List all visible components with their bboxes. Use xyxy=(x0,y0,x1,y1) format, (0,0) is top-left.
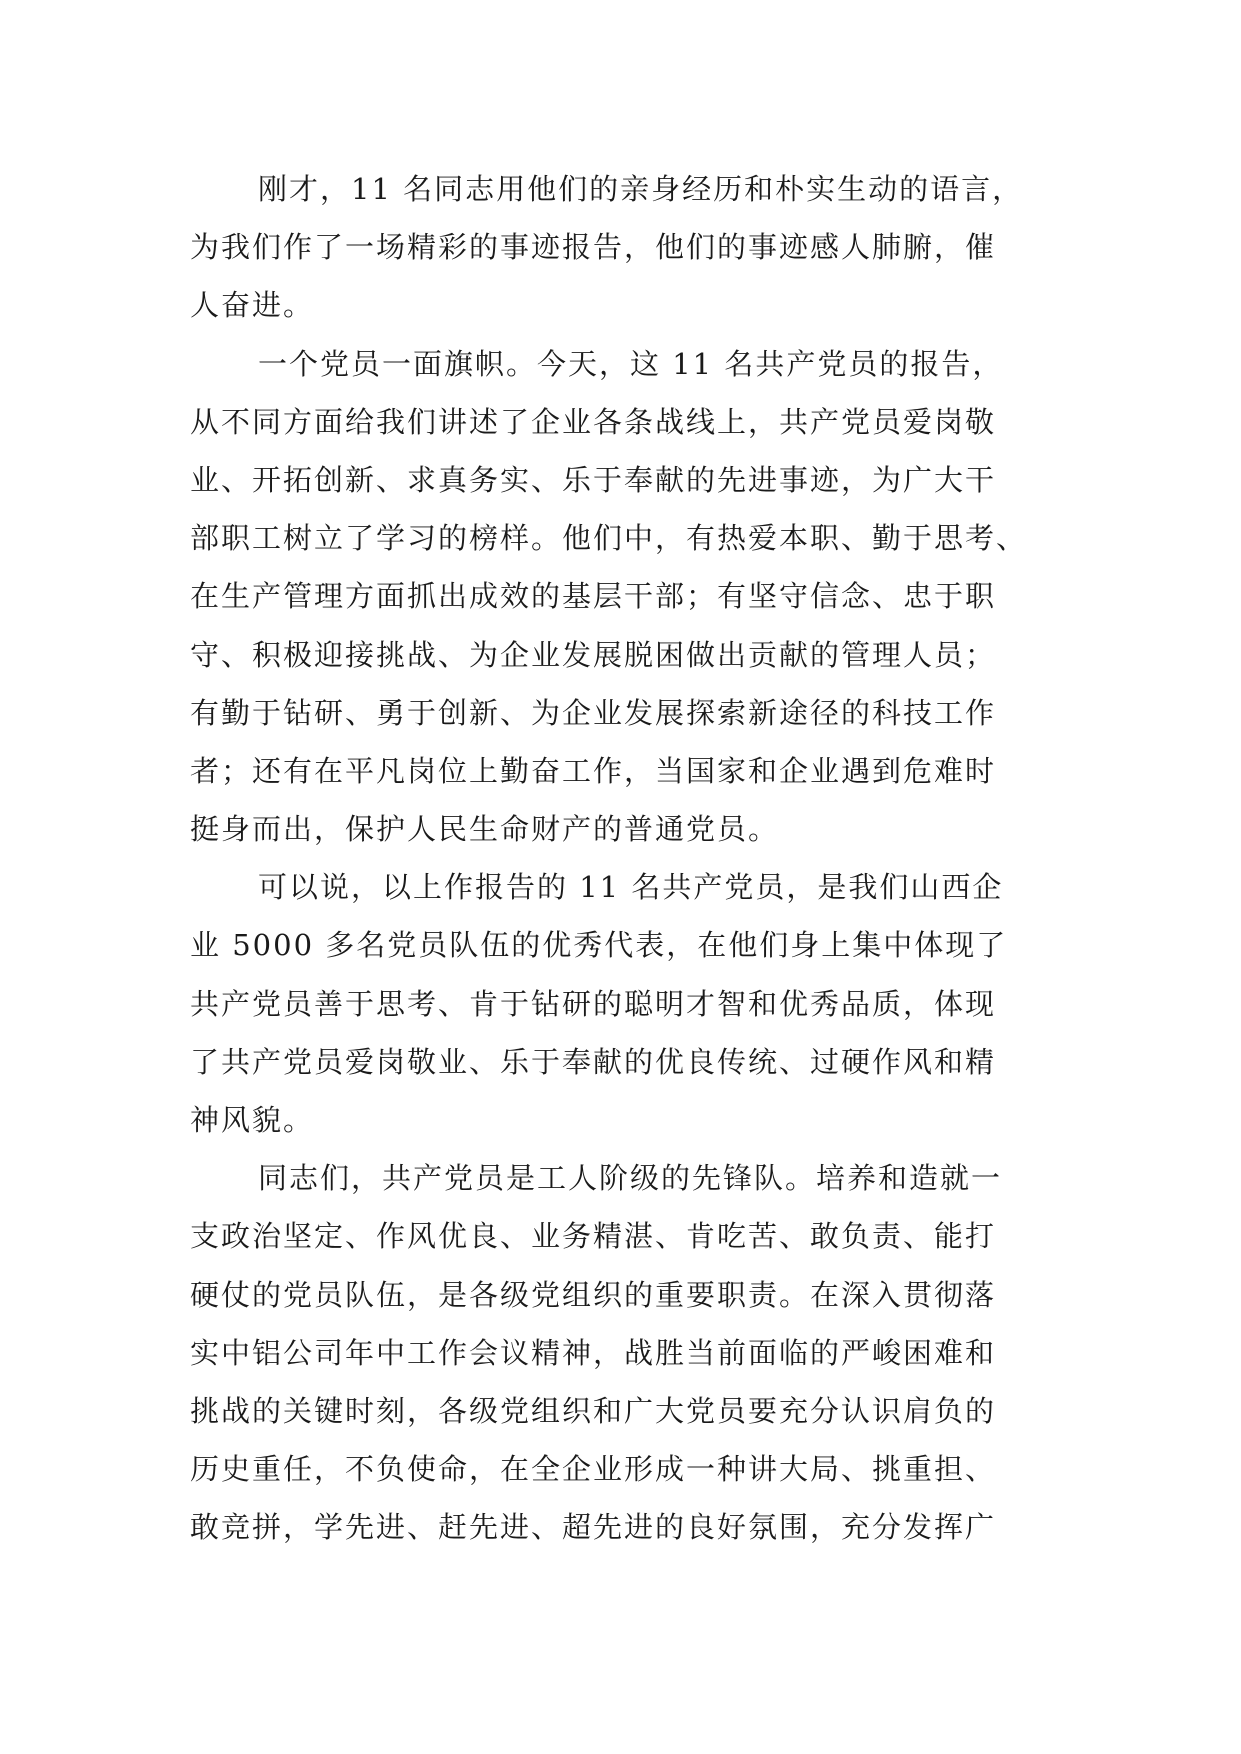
text-line: 同志们，共产党员是工人阶级的先锋队。培养和造就一 xyxy=(258,1161,1003,1196)
text-line: 刚才，11 名同志用他们的亲身经历和朴实生动的语言， xyxy=(258,172,1024,206)
paragraph-1 xyxy=(190,160,1070,335)
text-line: 可以说，以上作报告的 11 名共产党员，是我们山西企 xyxy=(258,870,1004,905)
text-line: 挺身而出，保护人民生命财产的普通党员。 xyxy=(190,812,780,847)
text-line: 者；还有在平凡岗位上勤奋工作，当国家和企业遇到危难时 xyxy=(190,753,997,788)
text-line: 历史重任，不负使命，在全企业形成一种讲大局、挑重担、 xyxy=(190,1452,997,1487)
document-body xyxy=(190,160,1070,1557)
text-line: 人奋进。 xyxy=(190,288,315,323)
text-line: 为我们作了一场精彩的事迹报告，他们的事迹感人肺腑，催 xyxy=(190,230,997,265)
text-line: 业、开拓创新、求真务实、乐于奉献的先进事迹，为广大干 xyxy=(190,462,997,497)
paragraph-4 xyxy=(190,1149,1070,1556)
text-line: 了共产党员爱岗敬业、乐于奉献的优良传统、过硬作风和精 xyxy=(190,1044,997,1079)
text-line: 神风貌。 xyxy=(190,1103,315,1137)
text-line: 挑战的关键时刻，各级党组织和广大党员要充分认识肩负的 xyxy=(190,1393,997,1428)
paragraph-2 xyxy=(190,335,1070,859)
text-line: 一个党员一面旗帜。今天，这 11 名共产党员的报告， xyxy=(258,346,1004,381)
text-line: 共产党员善于思考、肯于钻研的聪明才智和优秀品质，体现 xyxy=(190,986,997,1021)
text-line: 从不同方面给我们讲述了企业各条战线上，共产党员爱岗敬 xyxy=(190,404,997,439)
text-line: 实中铝公司年中工作会议精神，战胜当前面临的严峻困难和 xyxy=(190,1335,997,1370)
text-line: 部职工树立了学习的榜样。他们中，有热爱本职、勤于思考、 xyxy=(190,521,1028,556)
text-line: 守、积极迎接挑战、为企业发展脱困做出贡献的管理人员； xyxy=(190,637,997,672)
text-line: 支政治坚定、作风优良、业务精湛、肯吃苦、敢负责、能打 xyxy=(190,1219,997,1254)
text-line: 硬仗的党员队伍，是各级党组织的重要职责。在深入贯彻落 xyxy=(190,1277,997,1312)
text-line: 有勤于钻研、勇于创新、为企业发展探索新途径的科技工作 xyxy=(190,695,997,730)
paragraph-3 xyxy=(190,858,1070,1149)
text-line: 在生产管理方面抓出成效的基层干部；有坚守信念、忠于职 xyxy=(190,579,997,614)
text-line: 业 5000 多名党员队伍的优秀代表，在他们身上集中体现了 xyxy=(190,928,1008,963)
text-line: 敢竞拼，学先进、赶先进、超先进的良好氛围，充分发挥广 xyxy=(190,1510,997,1545)
